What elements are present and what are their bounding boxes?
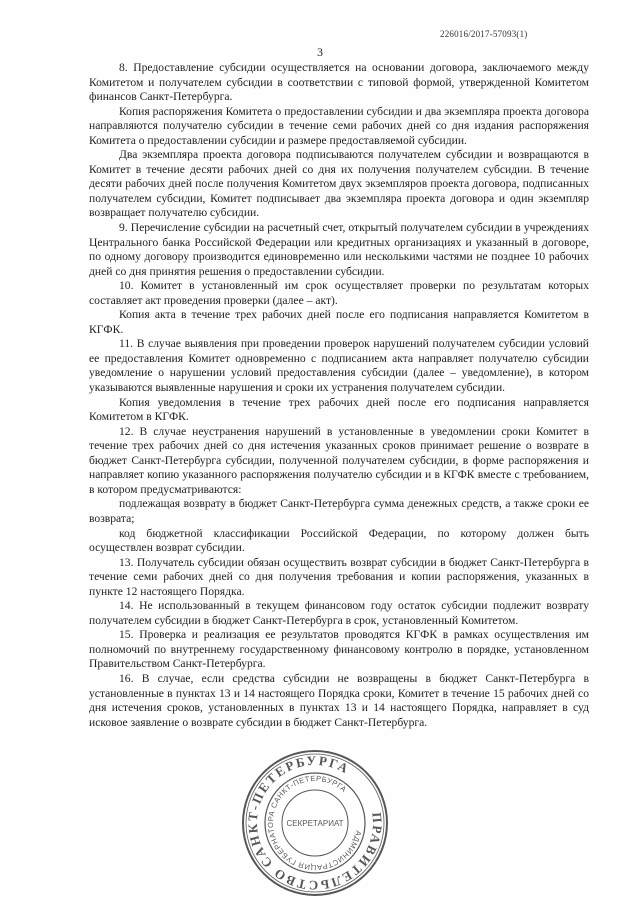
paragraph: Два экземпляра проекта договора подписываются получателем субсидии и возвращаются в Комитет в течение десяти рабочих дней со дня их получения получателем субсидии. В течение десяти рабочих дней после получения Комитетом двух экземпляров проекта договора, подписанных получателем субсидии, Комитет подписывает два экземпляра проекта договора и один экземпляр возвращает получателю субсидии. [89,148,589,220]
paragraph: 11. В случае выявления при проведении проверок нарушений получателем субсидии условий ее предоставления Комитет одновременно с подписанием акта направляет получателю субсидии уведомление о нарушении условий предоставления субсидии (далее – уведомление), в котором указываются выявленные нарушения и сроки их устранения получателем субсидии. [89,337,589,395]
paragraph: 9. Перечисление субсидии на расчетный счет, открытый получателем субсидии в учреждениях Центрального банка Российской Федерации или кредитных организациях и указанный в договоре, по одному договору производится единовременно или несколькими частями не позднее 10 рабочих дней со дня принятия решения о предоставлении субсидии. [89,221,589,278]
paragraph: 13. Получатель субсидии обязан осуществить возврат субсидии в бюджет Санкт-Петербурга в течение семи рабочих дней со дня получения требования и копии распоряжения, указанных в пункте 12 настоящего Порядка. [89,555,589,598]
paragraph: 14. Не использованный в текущем финансовом году остаток субсидии подлежит возврату получателем субсидии в бюджет Санкт-Петербурга в срок, установленный Комитетом. [89,599,589,627]
paragraph: код бюджетной классификации Российской Федерации, по которому должен быть осуществлен возврат субсидии. [89,526,589,555]
page-number: 3 [317,45,323,59]
paragraph: 10. Комитет в установленный им срок осуществляет проверки по результатам которых составляет акт проведения проверки (далее – акт). [89,279,589,307]
stamp-inner-text: АДМИНИСТРАЦИЯ ГУБЕРНАТОРА САНКТ-ПЕТЕРБУРГА [265,773,364,873]
paragraph: 12. В случае неустранения нарушений в установленные в уведомлении сроки Комитет в течение трех рабочих дней со дня истечения указанных сроков принимает решение о возврате в бюджет Санкт-Петербурга субсидии, полученной получателем субсидии, в форме распоряжения и направляет копию указанного распоряжения получателю субсидии и в КГФК вместе с требованием, в котором предусматриваются: [89,424,589,496]
paragraph: 8. Предоставление субсидии осуществляется на основании договора, заключаемого между Комитетом и получателем субсидии в соответствии с типовой формой, утвержденной Комитетом финансов Санкт-Петербурга. [89,61,589,104]
document-registration-number: 226016/2017-57093(1) [440,29,528,39]
document-body [89,61,589,730]
paragraph: 16. В случае, если средства субсидии не возвращены в бюджет Санкт-Петербурга в установленные в пунктах 13 и 14 настоящего Порядка сроки, Комитет в течение 15 рабочих дней со дня истечения сроков, установленных в пунктах 13 и 14 настоящего Порядка, направляет в суд исковое заявление о возврате субсидии в бюджет Санкт-Петербурга. [89,671,589,729]
paragraph: Копия уведомления в течение трех рабочих дней после его подписания направляется Комитетом в КГФК. [89,395,589,424]
paragraph: Копия акта в течение трех рабочих дней после его подписания направляется Комитетом в КГФК. [89,308,589,336]
paragraph: Копия распоряжения Комитета о предоставлении субсидии и два экземпляра проекта договора направляются получателю субсидии в течение семи рабочих дней со дня издания распоряжения Комитета о предоставлении субсидии и размере предоставляемой субсидии. [89,104,589,147]
stamp-outer-text: ПРАВИТЕЛЬСТВО САНКТ-ПЕТЕРБУРГА [244,752,386,894]
paragraph: подлежащая возврату в бюджет Санкт-Петербурга сумма денежных средств, а также сроки ее возврата; [89,497,589,525]
paragraph: 15. Проверка и реализация ее результатов проводятся КГФК в рамках осуществления им полномочий по внутреннему государственному финансовому контролю в порядке, установленном Правительством Санкт-Петербурга. [89,628,589,671]
official-seal-stamp [240,748,390,898]
stamp-center-text: СЕКРЕТАРИАТ [286,819,344,828]
